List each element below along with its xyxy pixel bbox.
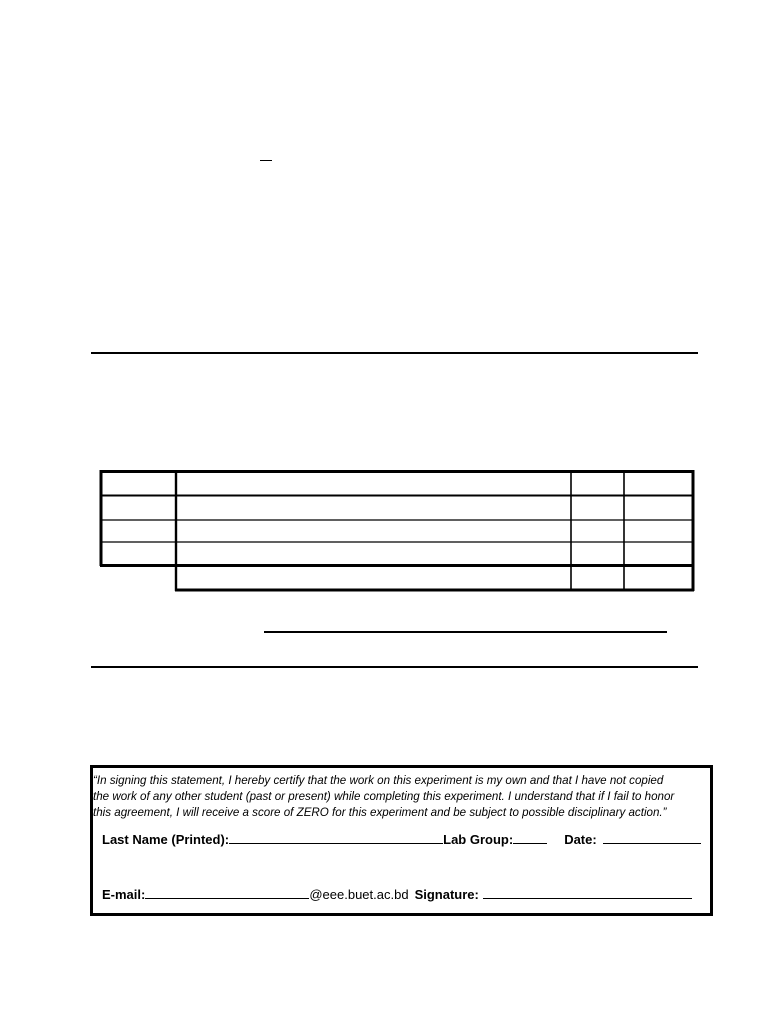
short-dash-mark (260, 160, 272, 161)
date-field[interactable] (603, 831, 701, 844)
section-divider-top (91, 352, 698, 354)
signature-label: Signature: (414, 887, 479, 902)
name-row (102, 831, 701, 847)
email-domain: @eee.buet.ac.bd (309, 887, 409, 902)
last-name-field[interactable] (229, 831, 443, 844)
date-label: Date: (564, 832, 597, 847)
email-field[interactable] (145, 886, 309, 899)
last-name-label: Last Name (Printed): (102, 832, 230, 847)
lab-group-label: Lab Group: (443, 832, 514, 847)
lab-group-field[interactable] (513, 831, 547, 844)
signature-field[interactable] (483, 886, 692, 899)
grader-signature-line (264, 631, 667, 633)
email-label: E-mail: (102, 887, 146, 902)
honor-statement-box (90, 765, 713, 916)
section-divider-bottom (91, 666, 698, 668)
email-row (102, 886, 692, 902)
honor-statement-text: “In signing this statement, I hereby certify that the work on this experiment is my own and that I have not copied the work of any other student (past or present) while completing this experiment. I understand that if I fail to honor this agreement, I will receive a score of ZERO for this experiment and be subject to possible disciplinary action.” (93, 774, 675, 819)
